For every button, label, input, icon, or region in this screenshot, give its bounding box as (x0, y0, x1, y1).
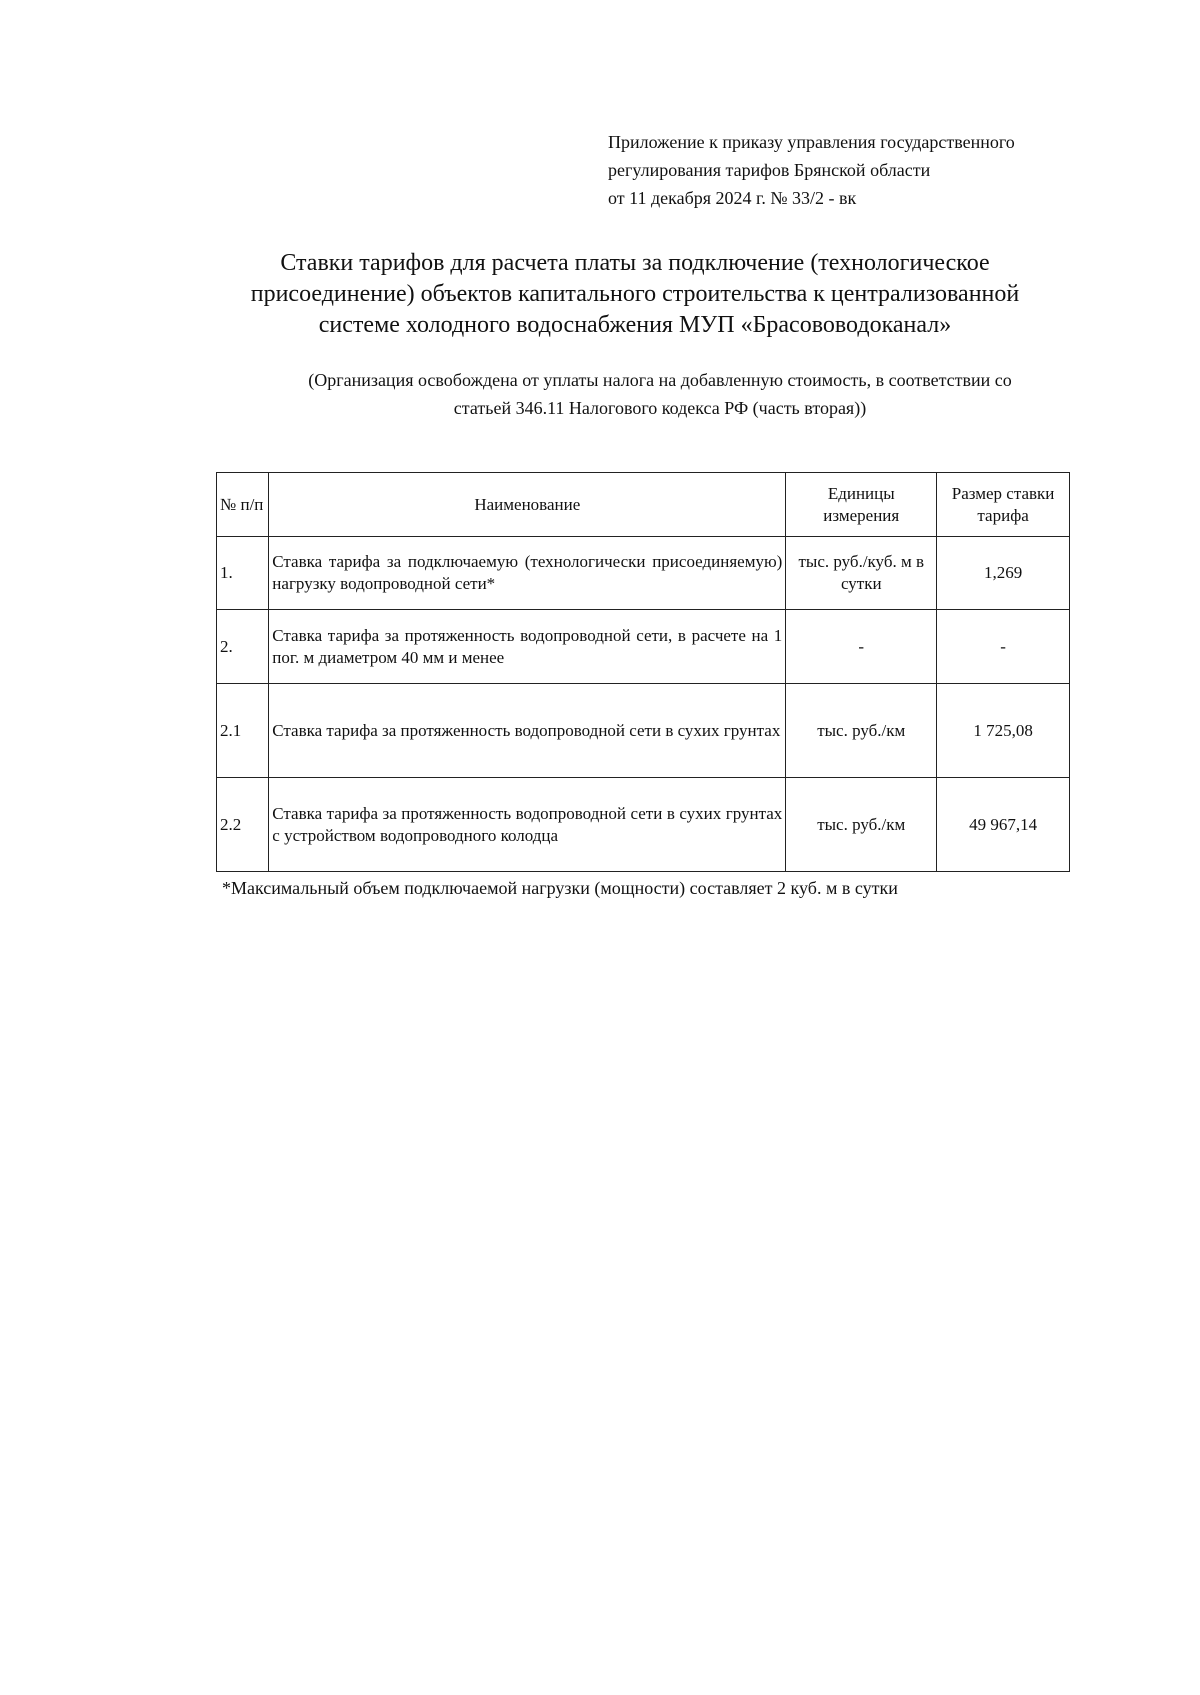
table-row (217, 684, 1070, 778)
row-name: Ставка тарифа за подключаемую (технологически присоединяемую) нагрузку водопроводной сети* (269, 537, 786, 610)
table-row (217, 610, 1070, 684)
row-name: Ставка тарифа за протяженность водопроводной сети, в расчете на 1 пог. м диаметром 40 мм и менее (269, 610, 786, 684)
row-unit: тыс. руб./км (786, 778, 937, 872)
document-title (180, 248, 1090, 341)
row-rate: 1 725,08 (937, 684, 1070, 778)
note-line: статьей 346.11 Налогового кодекса РФ (часть вторая)) (453, 398, 867, 418)
row-name: Ставка тарифа за протяженность водопроводной сети в сухих грунтах с устройством водопроводного колодца (269, 778, 786, 872)
row-name: Ставка тарифа за протяженность водопроводной сети в сухих грунтах (269, 684, 786, 778)
appendix-line: Приложение к приказу управления государственного (608, 132, 1015, 152)
header-name: Наименование (269, 473, 786, 537)
row-num: 2. (217, 610, 269, 684)
tariff-table (216, 472, 1070, 872)
vat-note (180, 366, 1140, 422)
appendix-line: регулирования тарифов Брянской области (608, 160, 931, 180)
table-row (217, 778, 1070, 872)
note-line: (Организация освобождена от уплаты налога на добавленную стоимость, в соответствии со (308, 370, 1012, 390)
header-rate: Размер ставки тарифа (937, 473, 1070, 537)
table-header-row (217, 473, 1070, 537)
row-rate: - (937, 610, 1070, 684)
row-rate: 49 967,14 (937, 778, 1070, 872)
header-unit: Единицы измерения (786, 473, 937, 537)
row-unit: - (786, 610, 937, 684)
row-unit: тыс. руб./куб. м в сутки (786, 537, 937, 610)
appendix-reference (608, 128, 1128, 212)
table-row (217, 537, 1070, 610)
row-rate: 1,269 (937, 537, 1070, 610)
footnote: *Максимальный объем подключаемой нагрузки (мощности) составляет 2 куб. м в сутки (222, 878, 898, 898)
title-line: Ставки тарифов для расчета платы за подключение (технологическое (280, 250, 990, 276)
row-num: 2.2 (217, 778, 269, 872)
appendix-line: от 11 декабря 2024 г. № 33/2 - вк (608, 188, 857, 208)
row-num: 2.1 (217, 684, 269, 778)
title-line: системе холодного водоснабжения МУП «Брасововодоканал» (318, 312, 952, 338)
title-line: присоединение) объектов капитального строительства к централизованной (250, 281, 1020, 307)
header-num: № п/п (217, 473, 269, 537)
row-unit: тыс. руб./км (786, 684, 937, 778)
row-num: 1. (217, 537, 269, 610)
